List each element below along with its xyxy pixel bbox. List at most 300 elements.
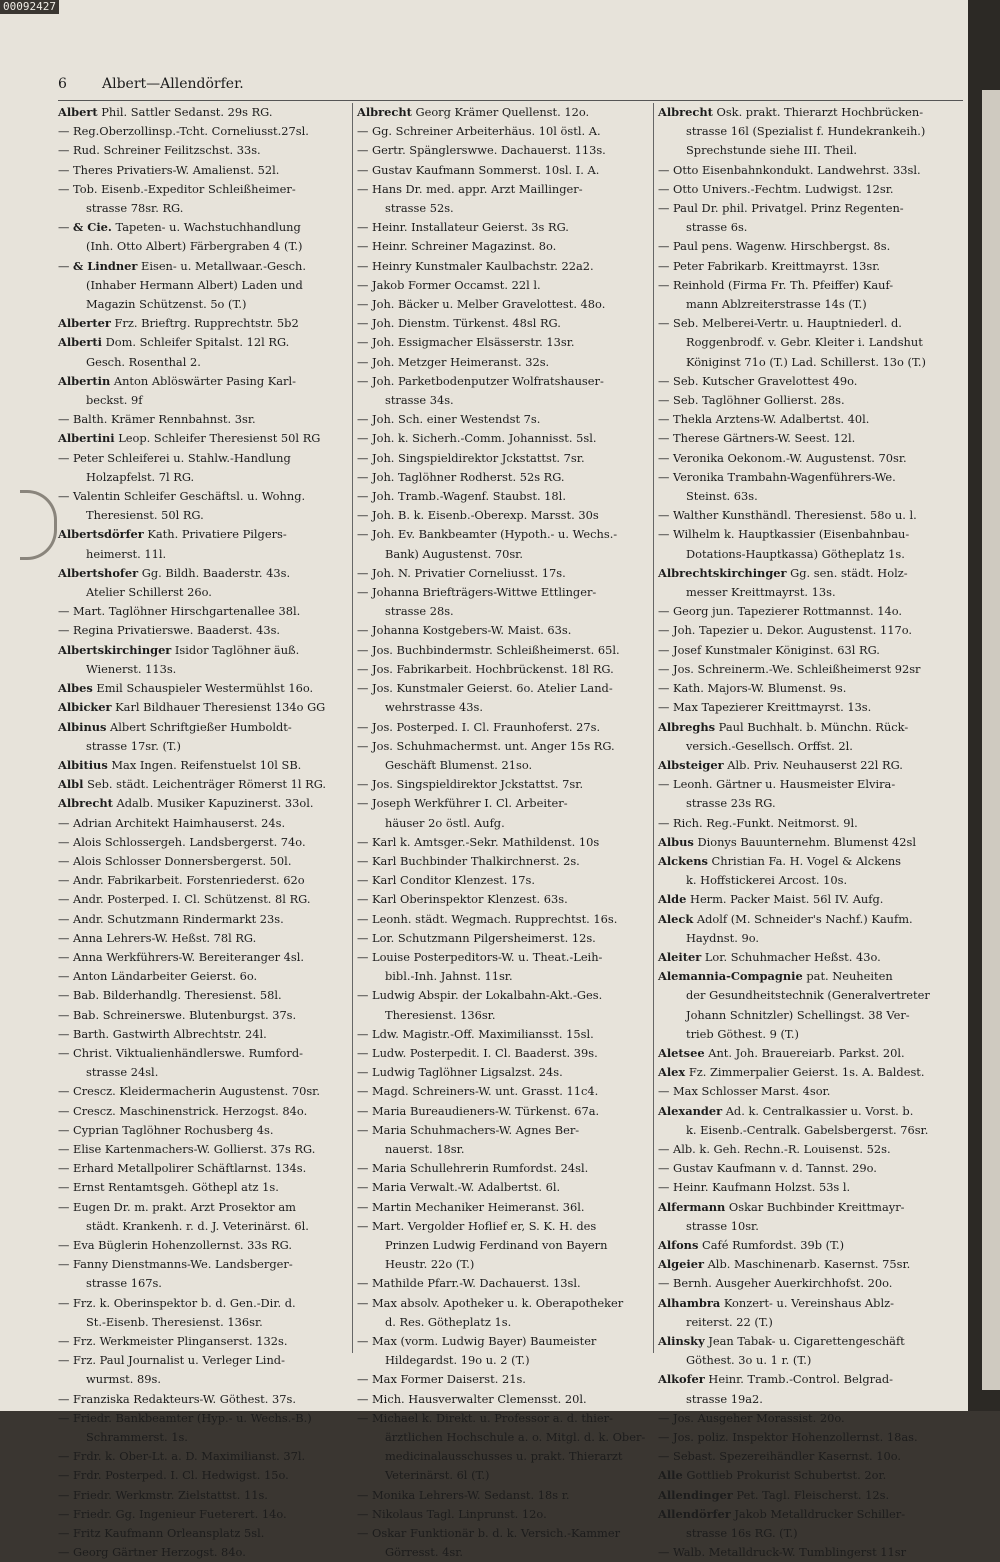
entry-text: Gg. sen. städt. Holz-	[786, 565, 908, 580]
entry-text: strasse 6s.	[686, 220, 748, 235]
directory-entry	[58, 1063, 351, 1082]
entry-text: Heinr. Schreiner Magazinst. 8o.	[372, 239, 557, 254]
directory-entry	[357, 1370, 650, 1389]
entry-text: Café Rumfordst. 39b (T.)	[698, 1237, 845, 1252]
entry-text: Karl Conditor Klenzest. 17s.	[372, 873, 535, 888]
directory-entry	[58, 1505, 351, 1524]
entry-text: Gustav Kaufmann Sommerst. 10sl. I. A.	[372, 162, 600, 177]
entry-text: Fritz Kaufmann Orleansplatz 5sl.	[73, 1526, 265, 1541]
entry-text: Mathilde Pfarr.-W. Dachauerst. 13sl.	[372, 1276, 581, 1291]
directory-entry	[58, 583, 351, 602]
entry-text: Jean Tabak- u. Cigarettengeschäft	[704, 1334, 905, 1348]
entry-text: Friedr. Bankbeamter (Hyp.- u. Wechs.-B.)	[73, 1410, 312, 1425]
directory-entry	[357, 641, 650, 660]
directory-entry	[357, 1121, 650, 1140]
entry-text: Königinst 71o (T.) Lad. Schillerst. 13o (T.)	[686, 354, 926, 369]
entry-text: pat. Neuheiten	[802, 969, 893, 984]
directory-entry	[658, 1409, 963, 1428]
entry-text: Sebast. Spezereihändler Kasernst. 10o.	[673, 1449, 902, 1464]
entry-text: strasse 17sr. (T.)	[86, 738, 181, 753]
directory-entry	[658, 487, 963, 506]
directory-entry	[58, 199, 351, 218]
entry-text: Kath. Privatiere Pilgers-	[143, 527, 287, 542]
directory-entry	[658, 698, 963, 717]
directory-entry	[357, 1294, 650, 1313]
entry-text: Phil. Sattler Sedanst. 29s RG.	[97, 105, 273, 119]
entry-text: Holzapfelst. 7l RG.	[86, 469, 195, 484]
entry-surname: Albreghs	[658, 719, 716, 734]
entry-text: Max absolv. Apotheker u. k. Oberapotheker	[372, 1295, 624, 1310]
entry-text: Joh. Singspieldirektor Jckstattst. 7sr.	[372, 450, 585, 465]
entry-surname: Alckens	[658, 853, 708, 868]
entry-text: nauerst. 18sr.	[385, 1141, 465, 1156]
binder-clip	[20, 490, 57, 560]
entry-text: Maria Schuhmachers-W. Agnes Ber-	[372, 1122, 580, 1137]
scan-stamp: 00092427	[0, 0, 59, 14]
entry-text: Johann Schnitzler) Schellingst. 38 Ver-	[686, 1007, 910, 1022]
directory-entry	[658, 410, 963, 429]
directory-entry	[357, 122, 650, 141]
entry-text: Ant. Joh. Brauereiarb. Parkst. 20l.	[704, 1045, 905, 1060]
directory-entry	[58, 852, 351, 871]
directory-entry	[658, 775, 963, 794]
entry-text: Andr. Posterped. I. Cl. Schützenst. 8l RG.	[73, 892, 311, 907]
directory-entry	[357, 833, 650, 852]
entry-text: medicinalausschusses u. prakt. Thierarzt	[385, 1449, 623, 1464]
directory-entry	[58, 718, 351, 737]
entry-text: Atelier Schillerst 26o.	[86, 585, 212, 600]
directory-entry	[357, 986, 650, 1005]
directory-entry	[58, 967, 351, 986]
directory-entry	[658, 794, 963, 813]
entry-text: Gertr. Spänglerswwe. Dachauerst. 113s.	[372, 143, 606, 158]
entry-text: strasse 78sr. RG.	[86, 201, 184, 216]
entry-surname: Alde	[658, 892, 687, 907]
entry-text: Crescz. Maschinenstrick. Herzogst. 84o.	[73, 1103, 308, 1118]
running-title: Albert—Allendörfer.	[102, 76, 244, 92]
entry-text: Theresienst. 136sr.	[385, 1007, 496, 1022]
entry-surname: Albinus	[58, 719, 107, 734]
directory-entry	[58, 1274, 351, 1293]
entry-text: Joh. Ev. Bankbeamter (Hypoth.- u. Wechs.-	[372, 527, 618, 542]
entry-text: Leonh. städt. Wegmach. Rupprechtst. 16s.	[372, 911, 618, 926]
directory-entry	[58, 487, 351, 506]
entry-text: Jos. poliz. Inspektor Hohenzollernst. 18as.	[673, 1430, 918, 1445]
entry-text: Heinr. Installateur Geierst. 3s RG.	[372, 220, 569, 235]
entry-text: Joh. Bäcker u. Melber Gravelottest. 48o.	[372, 297, 606, 312]
entry-text: Lor. Schutzmann Pilgersheimerst. 12s.	[372, 930, 596, 945]
entry-text: Wienerst. 113s.	[86, 661, 177, 676]
directory-entry	[357, 814, 650, 833]
entry-text: Alb. Maschinenarb. Kasernst. 75sr.	[703, 1257, 911, 1272]
entry-surname: Allendörfer	[658, 1506, 731, 1521]
entry-text: Anton Ablöswärter Pasing Karl-	[110, 373, 296, 388]
entry-text: Hildegardst. 19o u. 2 (T.)	[385, 1353, 530, 1368]
entry-text: Adrian Architekt Haimhauserst. 24s.	[73, 815, 286, 830]
entry-text: Jos. Singspieldirektor Jckstattst. 7sr.	[372, 777, 584, 792]
directory-entry	[357, 449, 650, 468]
entry-text: Ludw. Posterpedit. I. Cl. Baaderst. 39s.	[372, 1045, 598, 1060]
directory-entry	[357, 1351, 650, 1370]
entry-surname: Alfermann	[658, 1199, 726, 1214]
entry-text: Oskar Funktionär b. d. k. Versich.-Kammer	[372, 1526, 621, 1541]
directory-entry	[658, 1313, 963, 1332]
directory-entry	[357, 1313, 650, 1332]
entry-text: (Inh. Otto Albert) Färbergraben 4 (T.)	[86, 239, 303, 254]
directory-entry	[357, 948, 650, 967]
entry-text: Heinr. Kaufmann Holzst. 53s l.	[673, 1180, 851, 1195]
entry-text: Rich. Reg.-Funkt. Neitmorst. 9l.	[673, 815, 858, 830]
directory-entry	[357, 1198, 650, 1217]
entry-text: Otto Univers.-Fechtm. Ludwigst. 12sr.	[673, 181, 894, 196]
entry-text: Pet. Tagl. Fleischerst. 12s.	[732, 1487, 890, 1502]
directory-entry	[58, 1294, 351, 1313]
entry-text: Seb. Kutscher Gravelottest 49o.	[673, 373, 858, 388]
directory-entry	[58, 1198, 351, 1217]
entry-surname: Albl	[58, 777, 84, 792]
entry-text: Paul Buchhalt. b. Münchn. Rück-	[715, 719, 909, 734]
directory-entry	[58, 1121, 351, 1140]
entry-surname: Aleck	[658, 911, 694, 926]
entry-text: Joh. Essigmacher Elsässerstr. 13sr.	[372, 335, 575, 350]
directory-entry	[658, 468, 963, 487]
directory-entry	[58, 1082, 351, 1101]
directory-entry	[658, 545, 963, 564]
directory-entry	[58, 1486, 351, 1505]
directory-entry	[58, 890, 351, 909]
entry-text: Frz. Werkmeister Plinganserst. 132s.	[73, 1334, 288, 1348]
directory-entry	[658, 1255, 963, 1274]
directory-entry	[658, 814, 963, 833]
entry-text: Walb. Metalldruck-W. Tumblingerst 11sr	[673, 1545, 907, 1560]
directory-entry	[58, 737, 351, 756]
directory-entry	[658, 737, 963, 756]
entry-text: Paul Dr. phil. Privatgel. Prinz Regenten-	[673, 201, 904, 216]
entry-text: wurmst. 89s.	[86, 1372, 161, 1387]
directory-entry	[58, 794, 351, 813]
entry-surname: Albertskirchinger	[58, 642, 172, 657]
entry-text: Johanna Briefträgers-Wittwe Ettlinger-	[372, 585, 597, 600]
directory-entry	[58, 1466, 351, 1485]
directory-entry	[58, 871, 351, 890]
directory-entry	[357, 468, 650, 487]
entry-text: Gustav Kaufmann v. d. Tannst. 29o.	[673, 1161, 877, 1176]
entry-text: Haydnst. 9o.	[686, 930, 759, 945]
entry-text: Veronika Trambahn-Wagenführers-We.	[673, 469, 896, 484]
directory-entry	[58, 1332, 351, 1351]
entry-text: Max (vorm. Ludwig Bayer) Baumeister	[372, 1334, 597, 1348]
directory-entry	[658, 621, 963, 640]
directory-entry	[357, 429, 650, 448]
directory-entry	[658, 871, 963, 890]
entry-text: Bab. Bilderhandlg. Theresienst. 58l.	[73, 988, 282, 1003]
directory-entry	[658, 1486, 963, 1505]
page-number: 6	[58, 76, 67, 92]
entry-text: Reg.Oberzollinsp.-Tcht. Corneliusst.27sl.	[73, 124, 309, 139]
directory-entry	[357, 1428, 650, 1447]
directory-entry	[58, 660, 351, 679]
entry-text: Bernh. Ausgeher Auerkirchhofst. 20o.	[673, 1276, 893, 1291]
entry-text: Dom. Schleifer Spitalst. 12l RG.	[101, 335, 290, 350]
entry-text: wehrstrasse 43s.	[385, 700, 483, 715]
directory-entry	[658, 1006, 963, 1025]
directory-entry	[58, 122, 351, 141]
directory-entry	[357, 967, 650, 986]
directory-entry	[357, 1006, 650, 1025]
entry-text: Dionys Bauunternehm. Blumenst 42sl	[693, 834, 916, 849]
entry-text: Cyprian Taglöhner Rochusberg 4s.	[73, 1122, 274, 1137]
entry-text: Geschäft Blumenst. 21so.	[385, 757, 533, 772]
directory-entry	[357, 1409, 650, 1428]
entry-text: Friedr. Werkmstr. Zielstattst. 11s.	[73, 1487, 268, 1502]
entry-text: Eva Büglerin Hohenzollernst. 33s RG.	[73, 1237, 292, 1252]
entry-text: Schrammerst. 1s.	[86, 1430, 188, 1445]
entry-text: Oskar Buchbinder Kreittmayr-	[725, 1199, 905, 1214]
directory-entry	[357, 353, 650, 372]
directory-entry	[357, 1044, 650, 1063]
directory-entry	[357, 314, 650, 333]
directory-entry	[58, 1409, 351, 1428]
entry-text: Anna Lehrers-W. Heßst. 78l RG.	[73, 930, 257, 945]
entry-text: mann Ablzreiterstrasse 14s (T.)	[686, 297, 867, 312]
directory-entry	[658, 1217, 963, 1236]
adjacent-page-edge	[968, 0, 1000, 1411]
entry-text: strasse 10sr.	[686, 1218, 759, 1233]
entry-text: Jos. Kunstmaler Geierst. 6o. Atelier Land-	[372, 681, 613, 696]
entry-text: Jos. Ausgeher Morassist. 20o.	[673, 1410, 845, 1425]
entry-text: strasse 167s.	[86, 1276, 162, 1291]
directory-entry	[658, 1140, 963, 1159]
directory-entry	[357, 679, 650, 698]
directory-entry	[357, 1082, 650, 1101]
directory-entry	[357, 1447, 650, 1466]
directory-entry	[58, 679, 351, 698]
directory-entry	[58, 929, 351, 948]
entry-text: Regina Privatierswe. Baaderst. 43s.	[73, 623, 281, 638]
directory-entry	[658, 718, 963, 737]
directory-entry	[658, 1063, 963, 1082]
entry-text: Steinst. 63s.	[686, 489, 758, 504]
entry-text: Emil Schauspieler Westermühlst 16o.	[92, 681, 314, 696]
directory-entry	[658, 948, 963, 967]
directory-entry	[58, 372, 351, 391]
entry-text: Frz. k. Oberinspektor b. d. Gen.-Dir. d.	[73, 1295, 296, 1310]
directory-entry	[58, 1140, 351, 1159]
directory-entry	[658, 890, 963, 909]
directory-entry	[658, 1370, 963, 1389]
entry-text: Valentin Schleifer Geschäftsl. u. Wohng.	[73, 489, 306, 504]
directory-entry	[58, 468, 351, 487]
entry-text: Isidor Taglöhner äuß.	[171, 642, 300, 657]
entry-text: Heustr. 22o (T.)	[385, 1257, 475, 1272]
entry-text: Mich. Hausverwalter Clemensst. 20l.	[372, 1391, 587, 1406]
directory-entry	[357, 871, 650, 890]
column-divider	[653, 103, 654, 1353]
entry-text: Jos. Schuhmachermst. unt. Anger 15s RG.	[372, 738, 615, 753]
entry-surname: Alexander	[658, 1103, 723, 1118]
directory-entry	[357, 621, 650, 640]
entry-text: Tapeten- u. Wachstuchhandlung	[111, 220, 301, 235]
entry-text: Ad. k. Centralkassier u. Vorst. b.	[722, 1103, 914, 1118]
entry-text: Maria Verwalt.-W. Adalbertst. 6l.	[372, 1180, 561, 1195]
entry-text: Andr. Schutzmann Rindermarkt 23s.	[73, 911, 284, 926]
directory-entry	[357, 1332, 650, 1351]
directory-entry	[357, 161, 650, 180]
entry-text: Max Schlosser Marst. 4sor.	[673, 1084, 831, 1099]
entry-text: Kath. Majors-W. Blumenst. 9s.	[673, 681, 847, 696]
directory-entry	[658, 1428, 963, 1447]
directory-entry	[357, 1524, 650, 1543]
directory-entry	[658, 679, 963, 698]
entry-text: Jakob Former Occamst. 22l l.	[372, 277, 541, 292]
entry-text: Karl Oberinspektor Klenzest. 63s.	[372, 892, 568, 907]
directory-entry	[658, 161, 963, 180]
directory-entry	[658, 449, 963, 468]
directory-entry	[357, 1102, 650, 1121]
directory-entry	[658, 1390, 963, 1409]
entry-text: Elise Kartenmachers-W. Gollierst. 37s RG.	[73, 1141, 316, 1156]
entry-text: Bank) Augustenst. 70sr.	[385, 546, 523, 561]
entry-text: Joh. Dienstm. Türkenst. 48sl RG.	[372, 316, 561, 331]
entry-text: strasse 28s.	[385, 604, 454, 619]
directory-entry	[658, 1294, 963, 1313]
entry-text: Crescz. Kleidermacherin Augustenst. 70sr.	[73, 1084, 320, 1099]
directory-entry	[357, 660, 650, 679]
directory-entry	[58, 910, 351, 929]
directory-entry	[658, 314, 963, 333]
directory-entry	[658, 1274, 963, 1293]
entry-surname: Albertini	[58, 431, 115, 446]
entry-text: strasse 34s.	[385, 393, 454, 408]
entry-text: Eugen Dr. m. prakt. Arzt Prosektor am	[73, 1199, 296, 1214]
directory-entry	[658, 929, 963, 948]
directory-entry	[357, 1140, 650, 1159]
directory-entry	[357, 276, 650, 295]
entry-text: messer Kreittmayrst. 13s.	[686, 585, 836, 600]
column-2	[357, 103, 650, 1562]
directory-entry	[357, 237, 650, 256]
entry-surname: Albrecht	[658, 105, 713, 119]
directory-entry	[58, 449, 351, 468]
directory-entry	[658, 852, 963, 871]
entry-surname: Allendinger	[658, 1487, 733, 1502]
entry-text: Thekla Arztens-W. Adalbertst. 40l.	[673, 412, 870, 427]
entry-surname: Albertsdörfer	[58, 527, 144, 542]
entry-text: Mart. Vergolder Hoflief er, S. K. H. des	[372, 1218, 597, 1233]
entry-text: reiterst. 22 (T.)	[686, 1314, 773, 1329]
directory-entry	[357, 199, 650, 218]
entry-text: Adalb. Musiker Kapuzinerst. 33ol.	[112, 796, 314, 811]
directory-entry	[58, 1313, 351, 1332]
entry-surname: Albertshofer	[58, 565, 139, 580]
directory-entry	[658, 237, 963, 256]
entry-text: strasse 23s RG.	[686, 796, 776, 811]
directory-entry	[658, 257, 963, 276]
directory-entry	[658, 353, 963, 372]
entry-text: versich.-Gesellsch. Orffst. 2l.	[686, 738, 853, 753]
entry-text: Monika Lehrers-W. Sedanst. 18s r.	[372, 1487, 570, 1502]
column-divider	[352, 103, 353, 1353]
entry-text: bibl.-Inh. Jahnst. 11sr.	[385, 969, 513, 984]
entry-text: Alb. k. Geh. Rechn.-R. Louisenst. 52s.	[673, 1141, 891, 1156]
directory-entry	[58, 161, 351, 180]
entry-text: Georg Gärtner Herzogst. 84o.	[73, 1545, 246, 1560]
entry-text: Frdr. Posterped. I. Cl. Hedwigst. 15o.	[73, 1468, 289, 1483]
entry-text: Maria Schullehrerin Rumfordst. 24sl.	[372, 1161, 589, 1176]
entry-text: Andr. Fabrikarbeit. Forstenriederst. 62o	[73, 873, 305, 888]
entry-text: Prinzen Ludwig Ferdinand von Bayern	[385, 1237, 608, 1252]
entry-text: d. Res. Götheplatz 1s.	[385, 1314, 512, 1329]
directory-entry	[58, 1102, 351, 1121]
entry-surname: Alberti	[58, 335, 102, 350]
entry-text: Joh. Tramb.-Wagenf. Staubst. 18l.	[372, 489, 566, 504]
directory-entry	[658, 641, 963, 660]
entry-text: Maria Bureaudieners-W. Türkenst. 67a.	[372, 1103, 600, 1118]
entry-text: Fz. Zimmerpalier Geierst. 1s. A. Baldest.	[685, 1065, 925, 1080]
entry-text: ärztlichen Hochschule a. o. Mitgl. d. k. Ober-	[385, 1430, 646, 1445]
directory-entry	[58, 1217, 351, 1236]
directory-entry	[58, 103, 351, 122]
directory-entry	[357, 775, 650, 794]
directory-entry	[658, 1102, 963, 1121]
directory-entry	[357, 1255, 650, 1274]
directory-entry	[658, 180, 963, 199]
directory-entry	[658, 1025, 963, 1044]
directory-entry	[357, 1274, 650, 1293]
entry-text: strasse 16l (Spezialist f. Hundekrankeih.)	[686, 124, 926, 139]
header-rule	[58, 100, 963, 101]
entry-text: strasse 24sl.	[86, 1065, 159, 1080]
directory-entry	[58, 353, 351, 372]
entry-text: Gottlieb Prokurist Schubertst. 2or.	[682, 1468, 887, 1483]
directory-entry	[658, 602, 963, 621]
entry-text: städt. Krankenh. r. d. J. Veterinärst. 6l.	[86, 1218, 309, 1233]
entry-text: Reinhold (Firma Fr. Th. Pfeiffer) Kauf-	[673, 277, 894, 292]
directory-entry	[58, 1178, 351, 1197]
entry-text: Osk. prakt. Thierarzt Hochbrücken-	[712, 105, 924, 119]
entry-text: Joh. k. Sicherh.-Comm. Johannisst. 5sl.	[372, 431, 597, 446]
entry-text: Veterinärst. 6l (T.)	[385, 1468, 490, 1483]
entry-text: Adolf (M. Schneider's Nachf.) Kaufm.	[693, 911, 913, 926]
entry-surname: Albrecht	[357, 105, 412, 119]
directory-entry	[357, 794, 650, 813]
entry-text: trieb Göthest. 9 (T.)	[686, 1026, 799, 1041]
entry-text: Georg jun. Tapezierer Rottmannst. 14o.	[673, 604, 902, 619]
entry-text: Seb. Melberei-Vertr. u. Hauptniederl. d.	[673, 316, 902, 331]
directory-entry	[58, 602, 351, 621]
entry-text: Jos. Buchbindermstr. Schleißheimerst. 65l.	[372, 642, 620, 657]
directory-entry	[58, 333, 351, 352]
entry-text: der Gesundheitstechnik (Generalvertreter	[686, 988, 930, 1003]
entry-text: Joh. N. Privatier Corneliusst. 17s.	[372, 565, 566, 580]
directory-entry	[658, 1082, 963, 1101]
directory-entry	[58, 314, 351, 333]
entry-text: Dotations-Hauptkassa) Götheplatz 1s.	[686, 546, 905, 561]
entry-text: Anna Werkführers-W. Bereiteranger 4sl.	[73, 949, 305, 964]
entry-text: Alb. Priv. Neuhauserst 22l RG.	[723, 757, 903, 772]
entry-surname: Alberter	[58, 316, 111, 331]
entry-surname: Alle	[658, 1468, 683, 1483]
entry-surname: Albertin	[58, 373, 111, 388]
directory-entry	[58, 1524, 351, 1543]
entry-text: Joseph Werkführer I. Cl. Arbeiter-	[372, 796, 568, 811]
entry-text: Friedr. Gg. Ingenieur Fueterert. 14o.	[73, 1506, 287, 1521]
directory-entry	[658, 372, 963, 391]
directory-entry	[357, 910, 650, 929]
directory-entry	[357, 583, 650, 602]
entry-text: Frz. Brieftrg. Rupprechtstr. 5b2	[110, 316, 299, 331]
entry-text: Joh. Taglöhner Rodherst. 52s RG.	[372, 469, 565, 484]
